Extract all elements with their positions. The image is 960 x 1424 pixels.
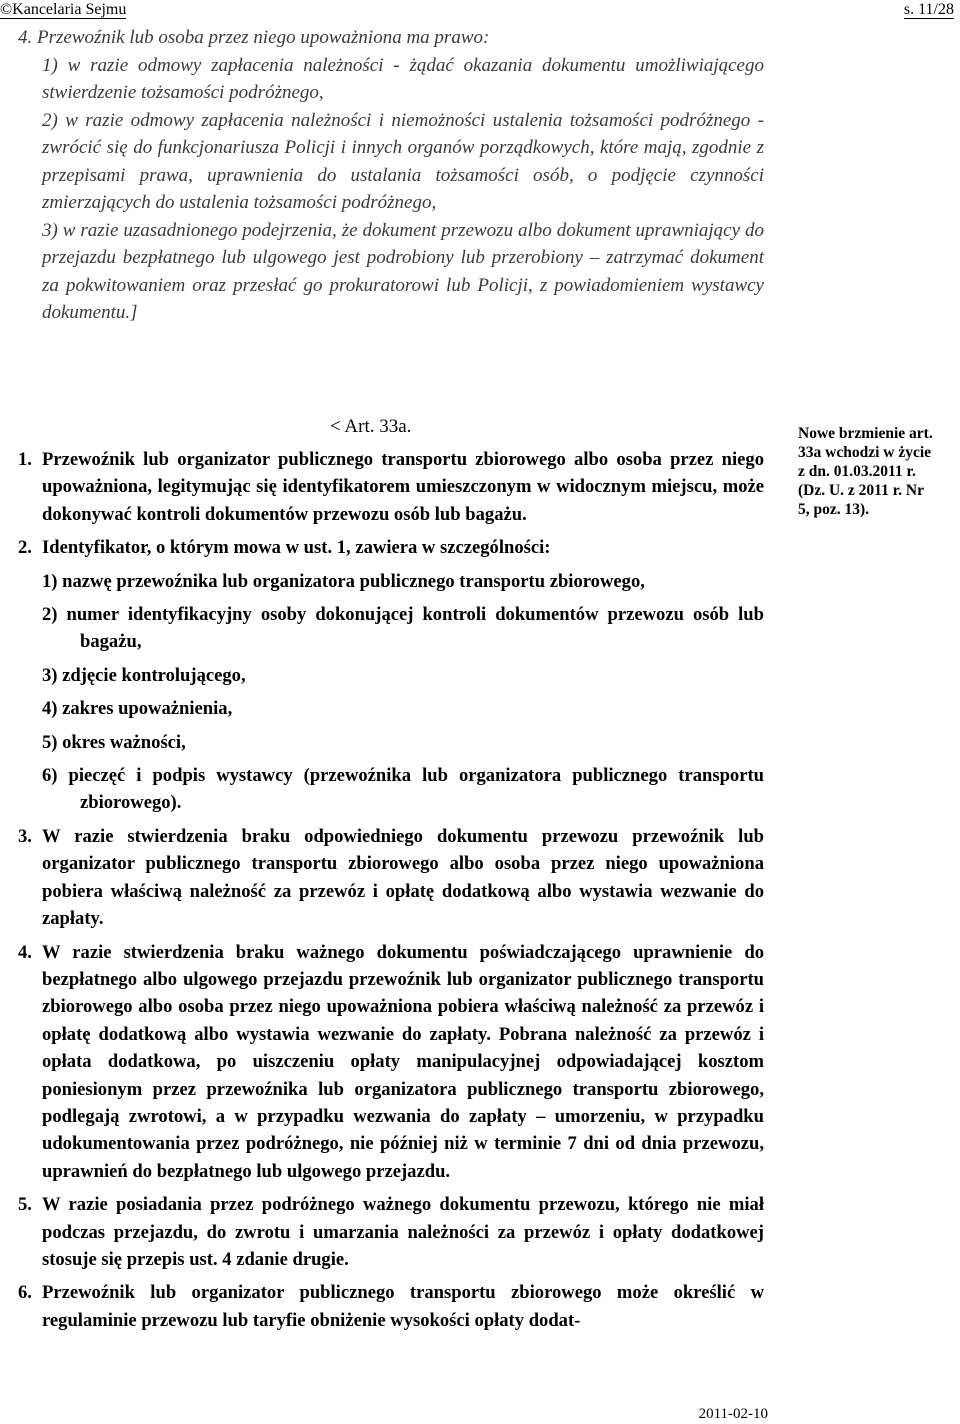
paragraph-number: 2. — [18, 537, 32, 559]
paragraph-text: W razie stwierdzenia braku ważnego dokumentu poświadczającego uprawnienie do bezpłatnego albo ulgowego przejazdu przewoźnik lub organizator publicznego transportu zbiorowego albo osoba przez niego upoważniona pobiera właściwą należność za przewóz i opłatę dodatkową albo wystawia wezwanie do zapłaty. Pobrana należność za przewóz i opłata dodatkowa, po uiszczeniu opłaty manipulacyjnej odpowiadającej kosztom poniesionym przez przewoźnika lub organizatora publicznego transportu zbiorowego, podlegają zwrotowi, a w przypadku wezwania do zapłaty – umorzeniu, w przypadku udokumentowania przez podróżnego, nie później niż w terminie 7 dni od dnia przewozu, uprawnień do bezpłatnego lub ulgowego przejazdu. — [42, 941, 764, 1182]
old-item-1: 1) w razie odmowy zapłacenia należności - żądać okazania dokumentu umożliwiającego stwierdzenie tożsamości podróżnego, — [42, 54, 764, 103]
article-paragraph-6 — [18, 1279, 764, 1334]
old-paragraph-4: 4. Przewoźnik lub osoba przez niego upoważniona ma prawo: — [18, 27, 490, 48]
identifier-item-1: 1) nazwę przewoźnika lub organizatora publicznego transportu zbiorowego, — [42, 570, 645, 592]
header-page-number: s. 11/28 — [903, 1, 954, 18]
paragraph-number: 4. — [18, 941, 32, 963]
paragraph-text: Identyfikator, o którym mowa w ust. 1, zawiera w szczególności: — [42, 537, 551, 559]
footer-date: 2011-02-10 — [698, 1406, 768, 1422]
paragraph-text: W razie stwierdzenia braku odpowiedniego dokumentu przewozu przewoźnik lub organizator publicznego transportu zbiorowego albo osoba przez niego upoważniona pobiera właściwą należność za przewóz i opłatę dodatkową albo wystawia wezwanie do zapłaty. — [42, 825, 764, 930]
paragraph-number: 3. — [18, 825, 32, 847]
margin-note-line: 33a wchodzi w życie — [798, 444, 932, 461]
margin-note — [798, 424, 958, 519]
identifier-item-3: 3) zdjęcie kontrolującego, — [42, 664, 246, 686]
old-text-block — [18, 24, 764, 327]
margin-note-line: (Dz. U. z 2011 r. Nr — [798, 482, 924, 499]
identifier-item-4: 4) zakres upoważnienia, — [42, 698, 233, 720]
article-paragraph-3 — [18, 823, 764, 933]
article-paragraph-2 — [18, 534, 764, 561]
paragraph-number: 5. — [18, 1194, 32, 1216]
paragraph-text: Przewoźnik lub organizator publicznego transportu zbiorowego albo osoba przez niego upoważniona, legitymując się identyfikatorem umieszczonym w widocznym miejscu, może dokonywać kontroli dokumentów przewozu osób lub bagażu. — [42, 449, 764, 525]
paragraph-number: 6. — [18, 1282, 32, 1304]
old-item-2: 2) w razie odmowy zapłacenia należności i niemożności ustalenia tożsamości podróżnego - zwrócić się do funkcjonariusza Policji i innych organów porządkowych, które mają, zgodnie z przepisami prawa, uprawnienia do ustalania tożsamości osób, o podjęcie czynności zmierzających do ustalenia tożsamości podróżnego, — [42, 109, 764, 213]
identifier-item-5: 5) okres ważności, — [42, 731, 186, 753]
identifier-item-6: 6) pieczęć i podpis wystawcy (przewoźnika lub organizatora publicznego transportu zbiorowego). — [42, 765, 764, 814]
article-paragraph-1 — [18, 446, 764, 528]
margin-note-line: 5, poz. 13). — [798, 501, 870, 518]
header-copyright: ©Kancelaria Sejmu — [0, 1, 127, 18]
paragraph-number: 1. — [18, 449, 32, 470]
identifier-item-2: 2) numer identyfikacyjny osoby dokonującej kontroli dokumentów przewozu osób lub bagażu, — [42, 604, 764, 653]
margin-note-line: Nowe brzmienie art. — [798, 425, 933, 442]
article-paragraph-5 — [18, 1191, 764, 1273]
margin-note-line: z dn. 01.03.2011 r. — [798, 463, 916, 480]
old-item-3: 3) w razie uzasadnionego podejrzenia, że dokument przewozu albo dokument uprawniający do przejazdu bezpłatnego lub ulgowego jest podrobiony lub przerobiony – zatrzymać dokument za pokwitowaniem oraz przesłać go prokuratorowi lub Policji, z powiadomieniem wystawcy dokumentu.] — [42, 219, 764, 323]
article-33a — [18, 446, 764, 1334]
paragraph-text: W razie posiadania przez podróżnego ważnego dokumentu przewozu, którego nie miał podczas przejazdu, do zwrotu i umarzania należności za przewóz i opłaty dodatkowej stosuje się przepis ust. 4 zdanie drugie. — [42, 1194, 764, 1270]
article-paragraph-4 — [18, 939, 764, 1186]
paragraph-text: Przewoźnik lub organizator publicznego transportu zbiorowego może określić w regulaminie przewozu lub taryfie obniżenie wysokości opłaty dodat- — [42, 1282, 764, 1331]
article-title: < Art. 33a. — [330, 416, 412, 437]
